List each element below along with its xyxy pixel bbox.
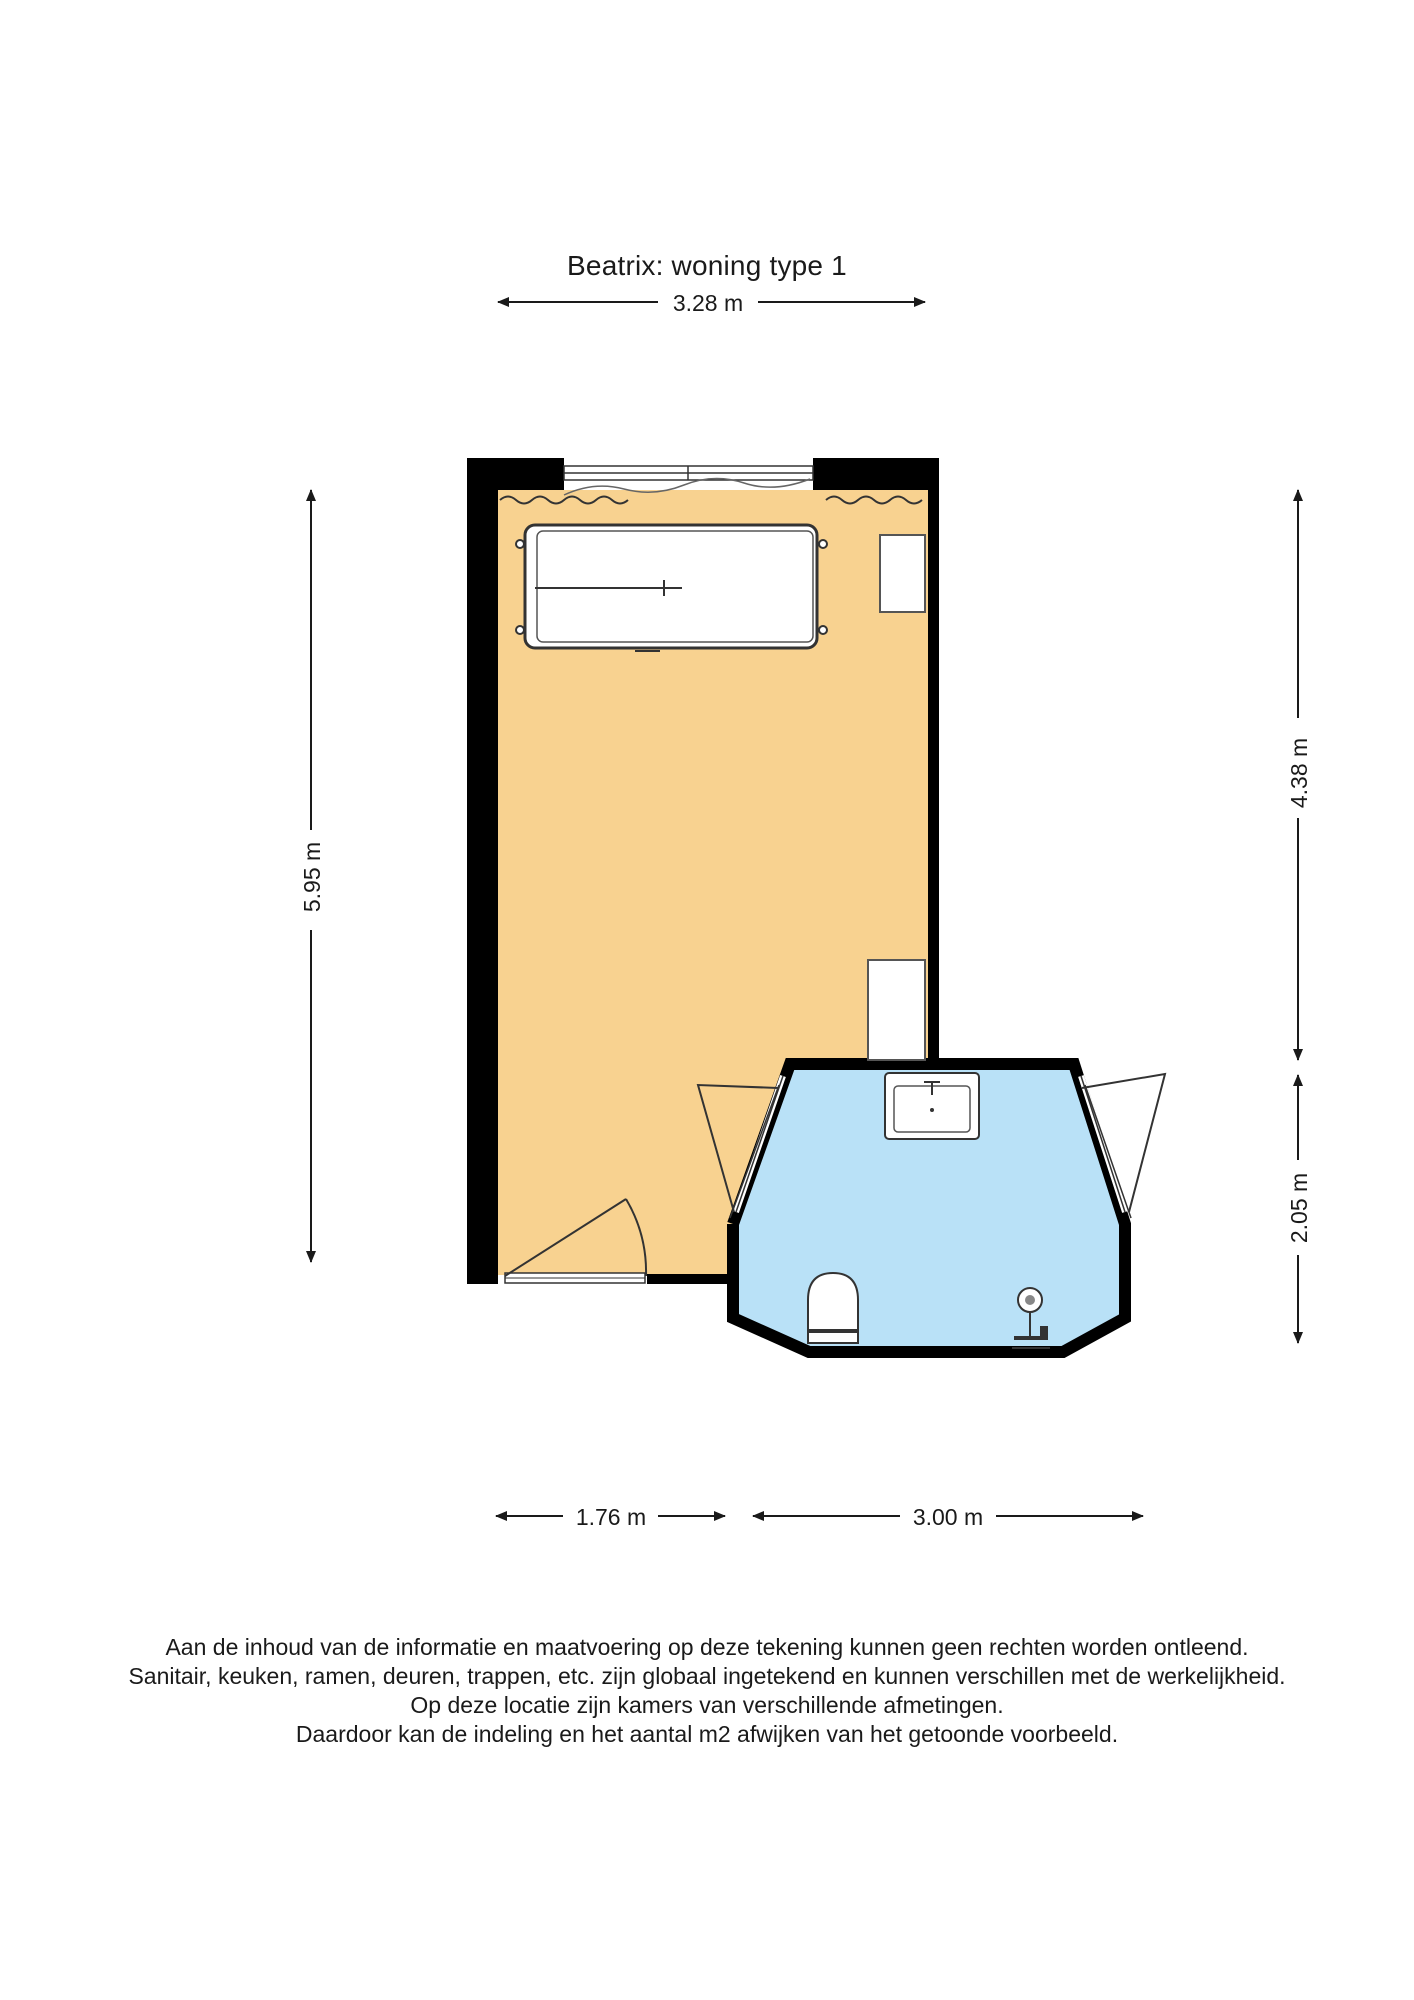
dimension-top-width-label: 3.28 m	[672, 290, 744, 316]
nightstand	[880, 535, 925, 612]
dimension-left-height-label: 5.95 m	[299, 841, 325, 913]
wall-top-left	[467, 458, 564, 490]
wall-top-right	[813, 458, 939, 490]
disclaimer-line-3: Op deze locatie zijn kamers van verschillende afmetingen.	[410, 1692, 1004, 1718]
dimension-bottom-right-label: 3.00 m	[912, 1504, 984, 1530]
wall-left	[467, 458, 498, 1284]
dimension-top-width	[498, 290, 925, 316]
dimension-bottom-right-width	[753, 1504, 1143, 1530]
dimension-right-lower-label: 2.05 m	[1286, 1172, 1312, 1244]
toilet-icon	[808, 1273, 858, 1343]
wall-bottom	[647, 1274, 739, 1284]
disclaimer	[0, 1633, 1414, 1749]
dimension-right-lower-height	[1286, 1075, 1312, 1343]
wall-right	[928, 458, 939, 1070]
dimension-bottom-left-label: 1.76 m	[575, 1504, 647, 1530]
page-title: Beatrix: woning type 1	[567, 250, 847, 281]
window-icon	[564, 466, 813, 480]
cabinet	[868, 960, 925, 1060]
dimension-left-height	[299, 490, 325, 1262]
dimension-bottom-left-width	[496, 1504, 725, 1530]
dimension-right-upper-height	[1286, 490, 1312, 1060]
bed-icon	[516, 525, 827, 651]
disclaimer-line-1: Aan de inhoud van de informatie en maatvoering op deze tekening kunnen geen rechten worden ontleend.	[165, 1634, 1249, 1660]
dimension-right-upper-label: 4.38 m	[1286, 737, 1312, 809]
sink-icon	[885, 1073, 979, 1139]
disclaimer-line-4: Daardoor kan de indeling en het aantal m2 afwijken van het getoonde voorbeeld.	[295, 1721, 1119, 1747]
disclaimer-line-2: Sanitair, keuken, ramen, deuren, trappen, etc. zijn globaal ingetekend en kunnen verschillen met de werkelijkheid.	[128, 1663, 1286, 1689]
